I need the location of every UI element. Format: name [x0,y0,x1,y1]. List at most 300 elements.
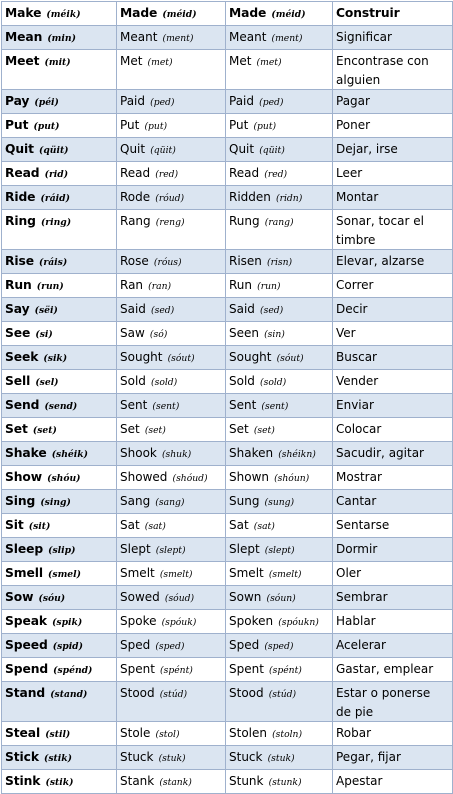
verb-base-pronunciation: (shóu) [47,473,81,484]
spanish-cell [333,514,453,538]
past-cell [117,634,226,658]
verb-past-pronunciation: (put) [144,121,168,132]
past-cell [117,90,226,114]
verb-base-pronunciation: (stik) [44,753,72,764]
verb-past-pronunciation: (sent) [152,401,180,412]
past-cell [117,394,226,418]
past-cell [117,250,226,274]
verb-base-pronunciation: (set) [32,425,57,436]
verb-participle-pronunciation: (shéikn) [278,449,316,460]
verb-participle-pronunciation: (stoln) [272,729,303,740]
past-cell [117,186,226,210]
table-row [2,610,453,634]
base-cell [2,466,117,490]
verb-past-pronunciation: (sat) [144,521,166,532]
verb-past-pronunciation: (sóud) [164,593,195,604]
participle-cell [226,322,333,346]
verb-participle: Spent [229,662,264,676]
participle-cell [226,722,333,746]
table-row [2,658,453,682]
verb-participle: Rung [229,214,260,228]
verb-past: Met [120,54,143,68]
verb-participle: Shaken [229,446,274,460]
verb-past: Smelt [120,566,155,580]
base-cell [2,210,117,250]
verb-base-pronunciation: (sik) [43,353,68,364]
verb-participle: Read [229,166,260,180]
spanish-cell [333,26,453,50]
verb-participle-pronunciation: (sat) [253,521,275,532]
participle-cell [226,490,333,514]
past-cell [117,138,226,162]
verb-spanish-meaning: Vender [336,374,379,388]
past-cell [117,50,226,90]
verb-participle: Sought [229,350,272,364]
table-row [2,346,453,370]
past-cell [117,298,226,322]
spanish-cell [333,538,453,562]
participle-cell [226,562,333,586]
base-cell [2,162,117,186]
verb-past: Rose [120,254,149,268]
verb-past-pronunciation: (shóud) [172,473,208,484]
verb-spanish-meaning: Significar [336,30,392,44]
verb-base-pronunciation: (stik) [45,777,74,788]
spanish-cell [333,394,453,418]
verb-past-pronunciation: (slept) [155,545,186,556]
participle-cell [226,162,333,186]
spanish-cell [333,186,453,210]
participle-cell [226,538,333,562]
verb-spanish-meaning: Pegar, fijar [336,750,401,764]
spanish-cell [333,50,453,90]
verb-base-pronunciation: (sing) [40,497,71,508]
header-participle-label: Made [229,6,267,20]
base-cell [2,418,117,442]
spanish-cell [333,138,453,162]
base-cell [2,490,117,514]
base-cell [2,722,117,746]
verb-past-pronunciation: (sped) [155,641,185,652]
verb-past: Sowed [120,590,160,604]
table-row [2,138,453,162]
past-cell [117,274,226,298]
verb-base-pronunciation: (min) [47,33,76,44]
verb-participle: Spoken [229,614,274,628]
verb-past-pronunciation: (sang) [155,497,185,508]
participle-cell [226,50,333,90]
verb-participle-pronunciation: (slept) [264,545,295,556]
verb-base: Spend [5,662,49,676]
verb-past-pronunciation: (stuk) [158,753,186,764]
verb-past-pronunciation: (reng) [155,217,185,228]
header-past-cell [117,2,226,26]
base-cell [2,770,117,794]
base-cell [2,586,117,610]
verb-past-pronunciation: (stol) [155,729,180,740]
verb-participle: Seen [229,326,259,340]
verb-base: Pay [5,94,30,108]
participle-cell [226,586,333,610]
verb-base-pronunciation: (stand) [50,689,88,700]
table-row [2,90,453,114]
verb-participle-pronunciation: (risn) [267,257,293,268]
table-row [2,562,453,586]
verb-participle-pronunciation: (spént) [269,665,302,676]
verb-base-pronunciation: (ring) [40,217,72,228]
verb-participle: Stolen [229,726,267,740]
spanish-cell [333,658,453,682]
verb-participle-pronunciation: (red) [264,169,288,180]
verb-spanish-meaning: Decir [336,302,368,316]
table-row [2,26,453,50]
base-cell [2,538,117,562]
verb-spanish-meaning: Robar [336,726,372,740]
table-row [2,322,453,346]
table-row [2,538,453,562]
verb-base-pronunciation: (mit) [44,57,71,68]
verb-base: Ring [5,214,36,228]
header-spanish-cell [333,2,453,26]
verb-participle-pronunciation: (smelt) [268,569,302,580]
verb-spanish-meaning: Dejar, irse [336,142,398,156]
base-cell [2,250,117,274]
verb-spanish-meaning: Apestar [336,774,383,788]
spanish-cell [333,442,453,466]
table-row [2,682,453,722]
verb-past: Shook [120,446,157,460]
verb-participle-pronunciation: (sent) [261,401,289,412]
verb-base-pronunciation: (run) [36,281,64,292]
verb-past-pronunciation: (set) [144,425,166,436]
verb-participle: Ridden [229,190,271,204]
verb-participle: Smelt [229,566,264,580]
verb-base: Stink [5,774,41,788]
verb-past: Showed [120,470,168,484]
verb-past: Read [120,166,151,180]
verb-base-pronunciation: (sel) [35,377,59,388]
verb-past: Sat [120,518,140,532]
header-base-pronunciation: (méik) [46,9,81,20]
verb-participle: Meant [229,30,267,44]
verb-base-pronunciation: (ráis) [39,257,68,268]
past-cell [117,586,226,610]
verb-participle: Sat [229,518,249,532]
verb-base: Send [5,398,40,412]
verb-past-pronunciation: (sóut) [167,353,195,364]
verb-past-pronunciation: (sold) [151,377,178,388]
verb-participle-pronunciation: (sed) [260,305,284,316]
spanish-cell [333,322,453,346]
participle-cell [226,26,333,50]
verb-spanish-meaning: Oler [336,566,362,580]
verb-spanish-meaning: Dormir [336,542,378,556]
verb-base-pronunciation: (spik) [52,617,83,628]
verb-participle-pronunciation: (stuk) [267,753,295,764]
verb-past-pronunciation: (sed) [151,305,175,316]
spanish-cell [333,466,453,490]
verb-participle: Stuck [229,750,263,764]
verb-base: Sleep [5,542,44,556]
irregular-verbs-table [1,1,453,794]
verb-base-pronunciation: (sóu) [38,593,66,604]
verb-spanish-meaning: Colocar [336,422,382,436]
verb-base: Read [5,166,40,180]
participle-cell [226,442,333,466]
verb-base-pronunciation: (stil) [45,729,71,740]
verb-past: Paid [120,94,146,108]
base-cell [2,394,117,418]
verb-participle-pronunciation: (qüit) [259,145,285,156]
verb-participle-pronunciation: (put) [253,121,277,132]
verb-past-pronunciation: (red) [155,169,179,180]
verb-base: See [5,326,31,340]
verb-base: Shake [5,446,47,460]
verb-spanish-meaning: Cantar [336,494,377,508]
verb-past-pronunciation: (róus) [153,257,182,268]
verb-base: Meet [5,54,40,68]
verb-base: Sit [5,518,24,532]
table-row [2,514,453,538]
verb-base-pronunciation: (shéik) [51,449,88,460]
base-cell [2,610,117,634]
base-cell [2,346,117,370]
spanish-cell [333,586,453,610]
participle-cell [226,274,333,298]
participle-cell [226,418,333,442]
verb-past: Stuck [120,750,154,764]
verb-past-pronunciation: (ment) [162,33,194,44]
verb-past: Stank [120,774,155,788]
verb-past: Sought [120,350,163,364]
verb-base: Mean [5,30,43,44]
spanish-cell [333,634,453,658]
table-row [2,466,453,490]
verb-base-pronunciation: (sit) [28,521,51,532]
past-cell [117,722,226,746]
verb-participle-pronunciation: (sold) [260,377,287,388]
verb-spanish-meaning: Mostrar [336,470,382,484]
verb-participle-pronunciation: (shóun) [274,473,310,484]
verb-past: Meant [120,30,158,44]
verb-base: Speed [5,638,48,652]
verb-participle: Stood [229,686,264,700]
verb-past: Rode [120,190,151,204]
verb-base-pronunciation: (spid) [52,641,83,652]
base-cell [2,322,117,346]
verb-spanish-meaning: Estar o ponerse de pie [336,686,431,719]
spanish-cell [333,770,453,794]
base-cell [2,562,117,586]
base-cell [2,514,117,538]
header-base-label: Make [5,6,42,20]
base-cell [2,186,117,210]
base-cell [2,370,117,394]
participle-cell [226,138,333,162]
verb-participle-pronunciation: (sung) [264,497,295,508]
verb-participle: Paid [229,94,255,108]
verb-participle-pronunciation: (run) [257,281,281,292]
verb-past: Sang [120,494,151,508]
past-cell [117,466,226,490]
spanish-cell [333,298,453,322]
base-cell [2,634,117,658]
verb-participle: Quit [229,142,255,156]
verb-participle-pronunciation: (met) [256,57,282,68]
participle-cell [226,90,333,114]
participle-cell [226,298,333,322]
spanish-cell [333,418,453,442]
past-cell [117,610,226,634]
verb-participle: Sped [229,638,260,652]
past-cell [117,562,226,586]
verb-participle: Sold [229,374,255,388]
participle-cell [226,610,333,634]
verb-participle-pronunciation: (ridn) [276,193,303,204]
verb-past: Ran [120,278,144,292]
verb-base-pronunciation: (put) [33,121,60,132]
past-cell [117,682,226,722]
past-cell [117,770,226,794]
verb-past: Put [120,118,140,132]
spanish-cell [333,274,453,298]
base-cell [2,658,117,682]
base-cell [2,442,117,466]
verb-base-pronunciation: (spénd) [53,665,93,676]
past-cell [117,514,226,538]
verb-spanish-meaning: Enviar [336,398,374,412]
verb-participle: Stunk [229,774,264,788]
verb-base-pronunciation: (ráid) [40,193,70,204]
verb-base: Put [5,118,29,132]
table-row [2,274,453,298]
header-spanish-label: Construir [336,6,400,20]
verb-spanish-meaning: Poner [336,118,371,132]
past-cell [117,490,226,514]
verb-spanish-meaning: Correr [336,278,374,292]
spanish-cell [333,114,453,138]
base-cell [2,746,117,770]
verb-participle: Run [229,278,253,292]
verb-participle-pronunciation: (stúd) [268,689,297,700]
verb-participle-pronunciation: (spóukn) [278,617,319,628]
base-cell [2,682,117,722]
past-cell [117,162,226,186]
header-participle-cell [226,2,333,26]
verb-participle: Set [229,422,249,436]
verb-past: Rang [120,214,151,228]
participle-cell [226,466,333,490]
table-row [2,210,453,250]
verb-base: Say [5,302,30,316]
participle-cell [226,394,333,418]
verb-past: Sold [120,374,146,388]
verb-participle-pronunciation: (ped) [259,97,284,108]
verb-spanish-meaning: Buscar [336,350,377,364]
verb-participle: Met [229,54,252,68]
table-row [2,370,453,394]
verb-participle: Said [229,302,255,316]
verb-spanish-meaning: Acelerar [336,638,386,652]
verb-base: Sing [5,494,36,508]
verb-participle: Sung [229,494,260,508]
spanish-cell [333,346,453,370]
participle-cell [226,514,333,538]
verb-past-pronunciation: (met) [147,57,173,68]
past-cell [117,322,226,346]
verb-base: Speak [5,614,47,628]
past-cell [117,746,226,770]
verb-base: Seek [5,350,39,364]
verb-past: Sent [120,398,148,412]
participle-cell [226,634,333,658]
verb-base: Run [5,278,32,292]
spanish-cell [333,562,453,586]
verb-spanish-meaning: Sembrar [336,590,388,604]
spanish-cell [333,162,453,186]
past-cell [117,538,226,562]
verb-participle: Shown [229,470,269,484]
past-cell [117,442,226,466]
table-row [2,634,453,658]
participle-cell [226,682,333,722]
verb-past-pronunciation: (stank) [159,777,192,788]
verb-base: Sow [5,590,34,604]
verb-past-pronunciation: (ped) [150,97,175,108]
base-cell [2,114,117,138]
verb-base-pronunciation: (si) [35,329,53,340]
verb-participle: Slept [229,542,260,556]
verb-participle: Risen [229,254,262,268]
header-base-cell [2,2,117,26]
verb-past-pronunciation: (qüit) [150,145,176,156]
spanish-cell [333,746,453,770]
verb-base: Ride [5,190,36,204]
verb-base: Set [5,422,28,436]
table-row [2,186,453,210]
spanish-cell [333,610,453,634]
table-header-row [2,2,453,26]
base-cell [2,274,117,298]
verb-base-pronunciation: (péi) [34,97,59,108]
participle-cell [226,658,333,682]
participle-cell [226,210,333,250]
participle-cell [226,346,333,370]
participle-cell [226,370,333,394]
table-row [2,114,453,138]
spanish-cell [333,682,453,722]
verb-spanish-meaning: Sacudir, agitar [336,446,424,460]
verb-participle-pronunciation: (sin) [264,329,285,340]
header-participle-pronunciation: (méid) [271,9,306,20]
past-cell [117,658,226,682]
verb-base: Show [5,470,43,484]
verb-past-pronunciation: (ran) [148,281,172,292]
verb-past-pronunciation: (stúd) [159,689,188,700]
verb-past-pronunciation: (spént) [160,665,193,676]
verb-base: Sell [5,374,31,388]
header-past-label: Made [120,6,158,20]
verb-past: Saw [120,326,145,340]
verb-spanish-meaning: Leer [336,166,363,180]
past-cell [117,26,226,50]
base-cell [2,138,117,162]
verb-past-pronunciation: (spóuk) [161,617,197,628]
verb-past: Stole [120,726,151,740]
table-row [2,394,453,418]
table-row [2,746,453,770]
table-row [2,490,453,514]
